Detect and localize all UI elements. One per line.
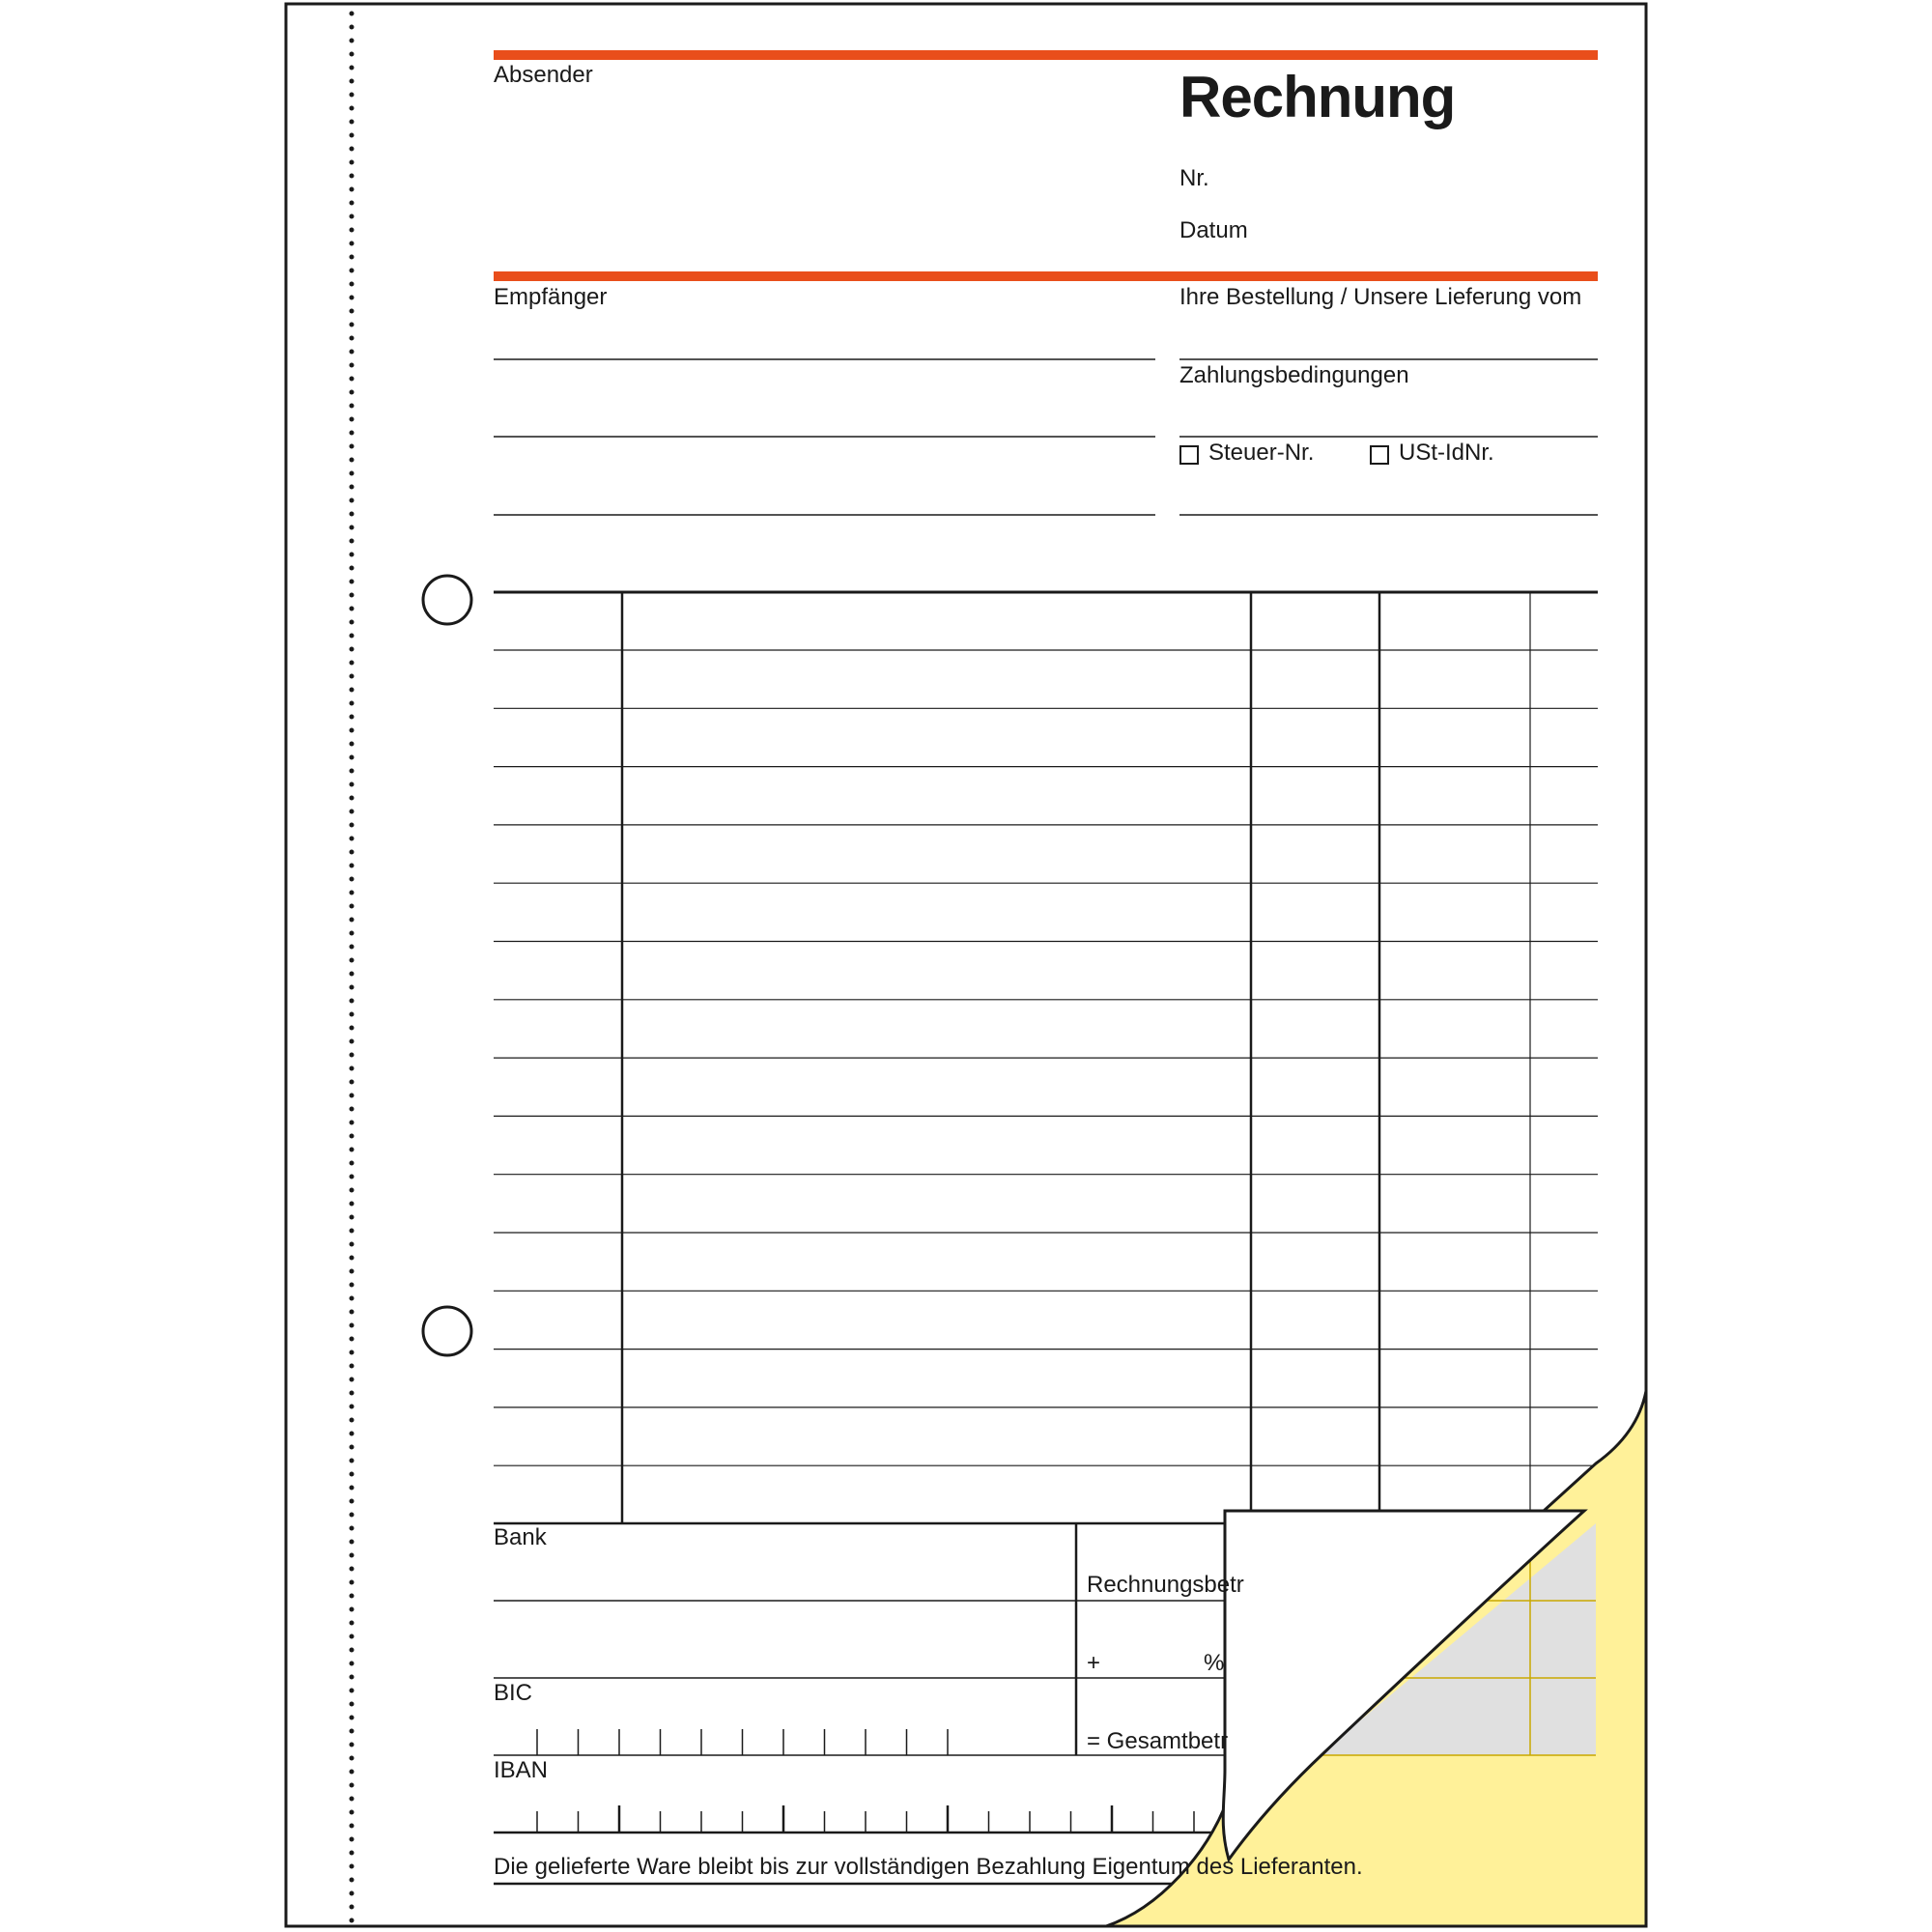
vat-id-label: USt-IdNr. [1399,440,1494,466]
number-label: Nr. [1179,165,1209,191]
sender-label: Absender [494,62,593,88]
order-label: Ihre Bestellung / Unsere Lieferung vom [1179,284,1582,310]
bank-label: Bank [494,1524,547,1550]
invoice-amount-label: Rechnungsbetr [1087,1572,1244,1598]
footer-note: Die gelieferte Ware bleibt bis zur vollständigen Bezahlung Eigentum des Lieferanten. [494,1854,1363,1880]
tax-number-checkbox[interactable] [1179,445,1199,465]
iban-label: IBAN [494,1757,549,1783]
percent-label: % [1204,1650,1225,1676]
payment-terms-label: Zahlungsbedingungen [1179,362,1409,388]
recipient-label: Empfänger [494,284,608,310]
tax-number-label: Steuer-Nr. [1208,440,1315,466]
date-label: Datum [1179,217,1248,243]
vat-id-checkbox[interactable] [1370,445,1389,465]
invoice-title: Rechnung [1179,65,1456,129]
total-label: = Gesamtbetr [1087,1728,1229,1754]
bic-label: BIC [494,1680,533,1706]
plus-label: + [1087,1650,1101,1676]
